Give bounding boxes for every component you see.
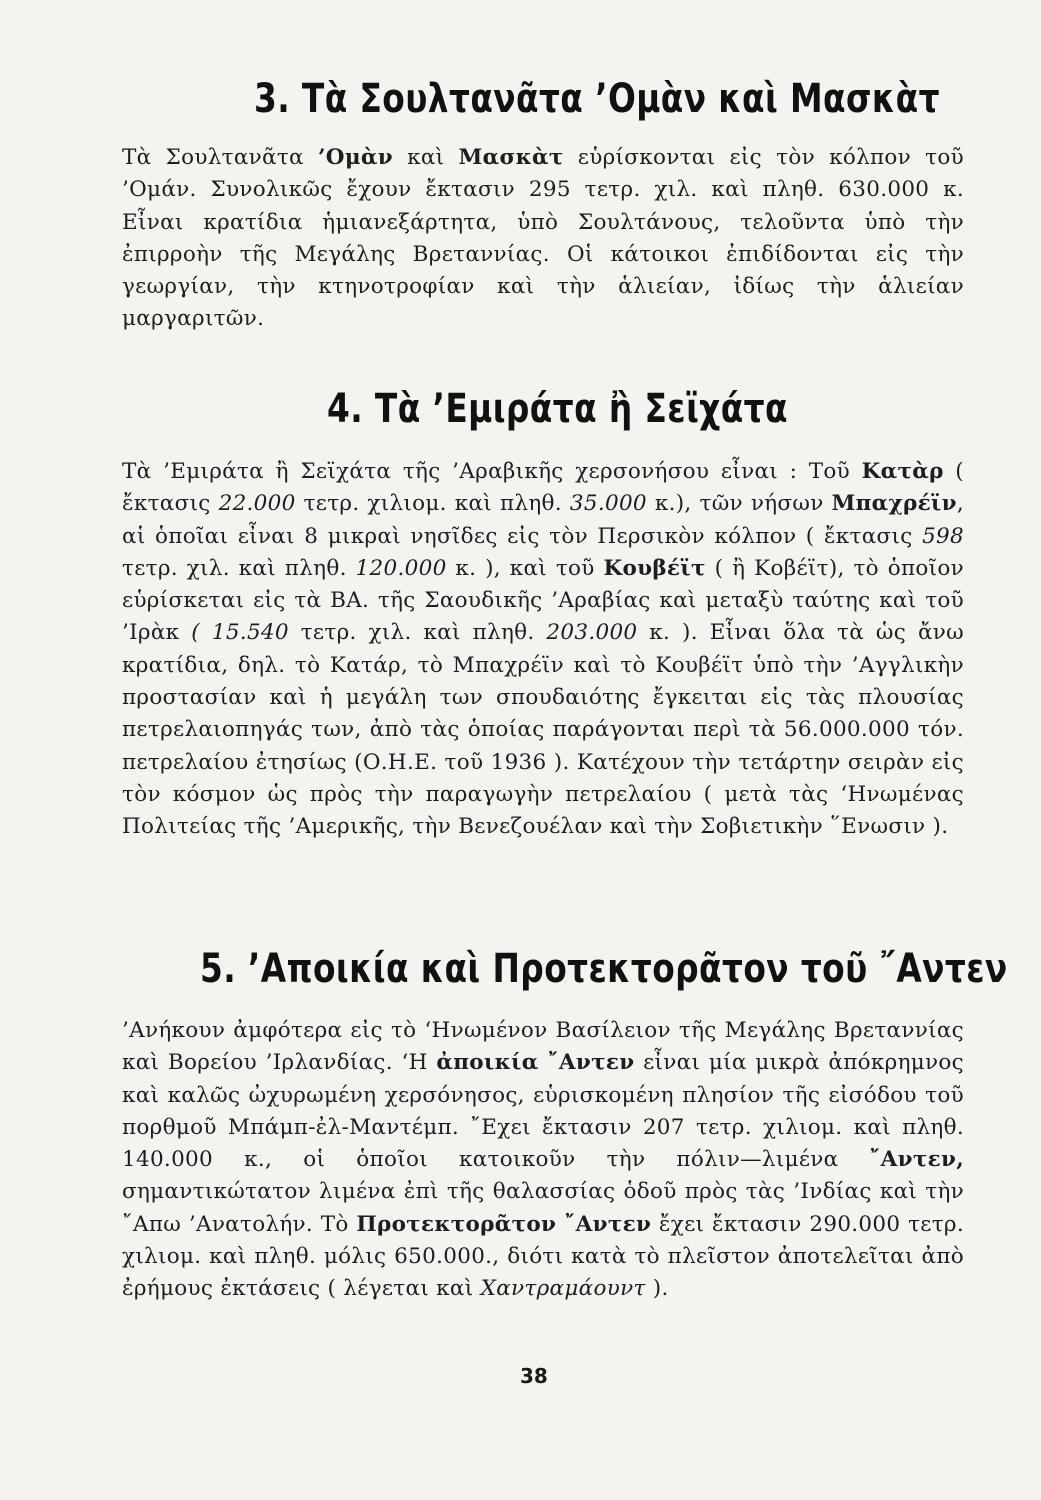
section-4-heading: 4. Τὰ ’Εμιράτα ἢ Σεϊχάτα — [327, 386, 788, 432]
section-4-paragraph: Τὰ ’Εμιράτα ἢ Σεϊχάτα τῆς ’Αραβικῆς χερσονήσου εἶναι : Τοῦ Κατὰρ ( ἔκτασις 22.000 τετρ. χιλιομ. καὶ πληθ. 35.000 κ.), τῶν νήσων Μπαχρέϊν, αἱ ὁποῖαι εἶναι 8 μικραὶ νησῖδες εἰς τὸν Περσικὸν κόλπον ( ἔκτασις 598 τετρ. χιλ. καὶ πληθ. 120.000 κ. ), καὶ τοῦ Κουβέϊτ ( ἢ Κοβέϊτ), τὸ ὁποῖον εὑρίσκεται εἰς τὰ ΒΑ. τῆς Σαουδικῆς ’Αραβίας καὶ μεταξὺ ταύτης καὶ τοῦ ’Ιρὰκ ( 15.540 τετρ. χιλ. καὶ πληθ. 203.000 κ. ). Εἶναι ὅλα τὰ ὡς ἄνω κρατίδια, δηλ. τὸ Κατάρ, τὸ Μπαχρέϊν καὶ τὸ Κουβέϊτ ὑπὸ τὴν ’Αγγλικὴν προστασίαν καὶ ἡ μεγάλη των σπουδαιότης ἔγκειται εἰς τὰς πλουσίας πετρελαιοπηγάς των, ἀπὸ τὰς ὁποίας παράγονται περὶ τὰ 56.000.000 τόν. πετρελαίου ἐτησίως (Ο.Η.Ε. τοῦ 1936 ). Κατέχουν τὴν τετάρτην σειρὰν εἰς τὸν κόσμον ὡς πρὸς τὴν παραγωγὴν πετρελαίου ( μετὰ τὰς ‘Ηνωμένας Πολιτείας τῆς ’Αμερικῆς, τὴν Βενεζουέλαν καὶ τὴν Σοβιετικὴν ῞Ενωσιν ). — [122, 459, 964, 840]
page-number: 38 — [520, 1364, 548, 1388]
section-5-paragraph: ’Ανήκουν ἀμφότερα εἰς τὸ ‘Ηνωμένον Βασίλειον τῆς Μεγάλης Βρεταννίας καὶ Βορείου ’Ιρλανδίας. ‘Η ἀποικία ῎Αντεν εἶναι μία μικρὰ ἀπόκρημνος καὶ καλῶς ὠχυρωμένη χερσόνησος, εὑρισκομένη πλησίον τῆς εἰσόδου τοῦ πορθμοῦ Μπάμπ-ἐλ-Μαντέμπ. ῎Εχει ἔκτασιν 207 τετρ. χιλιομ. καὶ πληθ. 140.000 κ., οἱ ὁποῖοι κατοικοῦν τὴν πόλιν—λιμένα ῎Αντεν, σημαντικώτατον λιμένα ἐπὶ τῆς θαλασσίας ὁδοῦ πρὸς τὰς ’Ινδίας καὶ τὴν ῎Απω ’Ανατολήν. Τὸ Προτεκτορᾶτον ῎Αντεν ἔχει ἔκτασιν 290.000 τετρ. χιλιομ. καὶ πληθ. μόλις 650.000., διότι κατὰ τὸ πλεῖστον ἀποτελεῖται ἀπὸ ἐρήμους ἐκτάσεις ( λέγεται καὶ Χαντραμάουντ ). — [122, 1018, 965, 1302]
section-3-paragraph: Τὰ Σουλτανᾶτα ’Ομὰν καὶ Μασκὰτ εὑρίσκονται εἰς τὸν κόλπον τοῦ ’Ομάν. Συνολικῶς ἔχουν ἔκτασιν 295 τετρ. χιλ. καὶ πληθ. 630.000 κ. Εἶναι κρατίδια ἡμιανεξάρτητα, ὑπὸ Σουλτάνους, τελοῦντα ὑπὸ τὴν ἐπιρροὴν τῆς Μεγάλης Βρεταννίας. Οἱ κάτοικοι ἐπιδίδονται εἰς τὴν γεωργίαν, τὴν κτηνοτροφίαν καὶ τὴν ἁλιείαν, ἰδίως τὴν ἁλιείαν μαργαριτῶν. — [122, 145, 964, 332]
section-3-heading: 3. Τὰ Σουλτανᾶτα ’Ομὰν καὶ Μασκὰτ — [254, 76, 940, 122]
section-5-heading: 5. ’Αποικία καὶ Προτεκτορᾶτον τοῦ ῎Αντεν — [200, 946, 1008, 992]
